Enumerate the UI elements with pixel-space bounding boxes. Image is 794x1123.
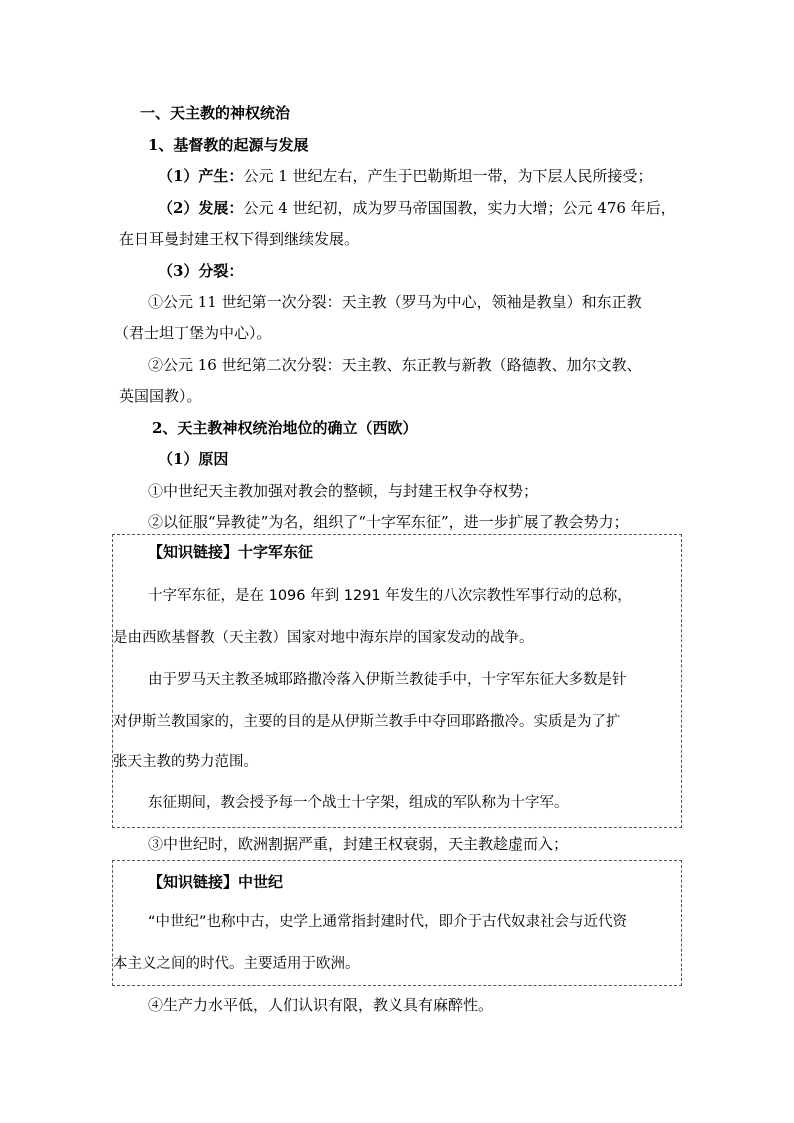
development-label: （2）发展：	[158, 199, 244, 217]
knowledge-link-title: 【知识链接】十字军东征	[148, 543, 314, 561]
knowledge-link-title: 【知识链接】中世纪	[148, 873, 284, 891]
crusades-p2-line-1: 由于罗马天主教圣城耶路撒冷落入伊斯兰教徒手中，十字军东征大多数是针	[148, 672, 627, 688]
split-1-line-1: ①公元 11 世纪第一次分裂：天主教（罗马为中心，领袖是教皇）和东正教	[148, 293, 642, 311]
reason-4: ④生产力水平低，人们认识有限，教义具有麻醉性。	[148, 996, 494, 1014]
development-paragraph	[158, 198, 676, 218]
split-label: （3）分裂：	[158, 262, 244, 280]
origin-paragraph	[158, 166, 653, 186]
crusades-p2-line-3: 张天主教的势力范围。	[113, 754, 258, 770]
reason-1: ①中世纪天主教加强对教会的整顿，与封建王权争夺权势；	[148, 482, 539, 500]
reason-3: ③中世纪时，欧洲割据严重，封建王权衰弱，天主教趁虚而入；	[148, 835, 569, 853]
origin-label: （1）产生：	[158, 167, 244, 185]
split-2-line-1: ②公元 16 世纪第二次分裂：天主教、东正教与新教（路德教、加尔文教、	[148, 356, 642, 374]
heading-1: 一、天主教的神权统治	[140, 104, 291, 122]
middle-ages-line-2: 本主义之间的时代。主要适用于欧洲。	[113, 956, 360, 972]
crusades-p1-line-2: 是由西欧基督教（天主教）国家对地中海东岸的国家发动的战争。	[113, 630, 534, 646]
section-2-title: 2、天主教神权统治地位的确立（西欧）	[152, 419, 418, 437]
origin-text: 公元 1 世纪左右，产生于巴勒斯坦一带，为下层人民所接受；	[243, 167, 653, 185]
development-text-2: 在日耳曼封建王权下得到继续发展。	[119, 230, 360, 248]
middle-ages-line-1: “中世纪”也称中古，史学上通常指封建时代，即介于古代奴隶社会与近代资	[148, 914, 628, 930]
knowledge-link-box-crusades	[112, 534, 682, 828]
development-text-1: 公元 4 世纪初，成为罗马帝国国教，实力大增；公元 476 年后，	[243, 199, 676, 217]
split-1-line-2: （君士坦丁堡为中心）。	[114, 324, 272, 342]
knowledge-link-box-middle-ages	[112, 860, 682, 986]
crusades-p3: 东征期间，教会授予每一个战士十字架，组成的军队称为十字军。	[148, 795, 569, 811]
split-2-line-2: 英国国教）。	[119, 387, 202, 405]
section-1-title: 1、基督教的起源与发展	[148, 136, 309, 154]
reason-label: （1）原因	[158, 450, 229, 468]
reason-2: ②以征服“异教徒”为名，组织了“十字军东征”，进一步扩展了教会势力；	[148, 513, 629, 531]
crusades-p2-line-2: 对伊斯兰教国家的，主要的目的是从伊斯兰教手中夺回耶路撒冷。实质是为了扩	[113, 714, 621, 730]
crusades-p1-line-1: 十字军东征，是在 1096 年到 1291 年发生的八次宗教性军事行动的总称，	[148, 588, 632, 604]
